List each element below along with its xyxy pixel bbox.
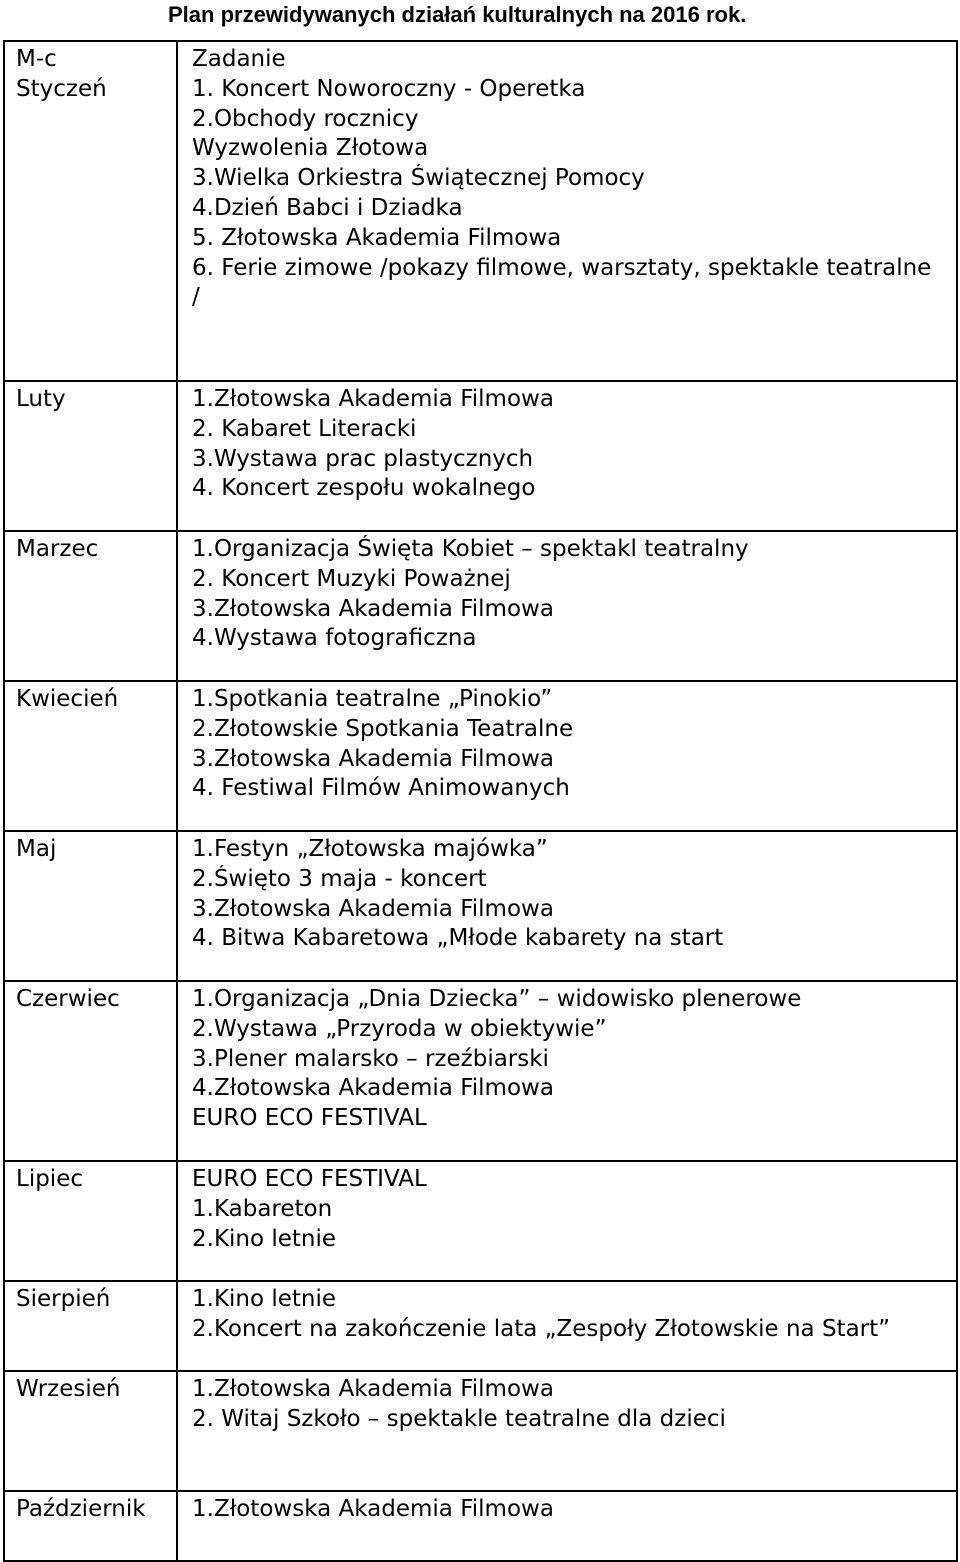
task-line: 3.Plener malarsko – rzeźbiarski: [192, 1045, 549, 1072]
task-line: 1.Złotowska Akademia Filmowa: [192, 1376, 554, 1402]
task-line: 3.Wielka Orkiestra Świątecznej Pomocy: [192, 165, 645, 192]
month-label: Czerwiec: [16, 986, 120, 1012]
task-line: 1.Spotkania teatralne „Pinokio”: [192, 686, 553, 712]
table-row: [4, 831, 957, 981]
month-label: Marzec: [16, 536, 99, 562]
task-line: 2.Złotowskie Spotkania Teatralne: [192, 715, 574, 742]
task-line: 2.Kino letnie: [192, 1225, 337, 1252]
month-cell: [4, 1281, 177, 1371]
task-line: EURO ECO FESTIVAL: [192, 1105, 427, 1132]
tasks-cell: [177, 681, 957, 831]
tasks-cell: [177, 1371, 957, 1491]
task-line: 1.Organizacja Święta Kobiet – spektakl teatralny: [192, 536, 749, 562]
month-cell: [4, 981, 177, 1161]
table-row: [4, 531, 957, 681]
table-row: [4, 681, 957, 831]
task-line: 3.Wystawa prac plastycznych: [192, 445, 534, 472]
task-column-header-label: Zadanie: [192, 46, 286, 72]
tasks-cell: [177, 981, 957, 1161]
page-title: Plan przewidywanych działań kulturalnych na 2016 rok.: [168, 2, 747, 27]
task-line: 1.Złotowska Akademia Filmowa: [192, 1496, 554, 1522]
task-line: 2.Koncert na zakończenie lata „Zespoły Złotowskie na Start”: [192, 1315, 891, 1342]
task-line: 4.Dzień Babci i Dziadka: [192, 194, 463, 221]
month-column-header-label: M-c: [16, 46, 57, 72]
month-label: Luty: [16, 386, 66, 412]
task-line: 1.Kabareton: [192, 1195, 333, 1222]
table-row: [4, 1161, 957, 1281]
task-line: 2.Święto 3 maja - koncert: [192, 865, 487, 892]
table-row: [4, 1371, 957, 1491]
task-line: 2.Wystawa „Przyroda w obiektywie”: [192, 1015, 607, 1042]
plan-table: [3, 40, 958, 1562]
month-cell: [4, 381, 177, 531]
month-cell: [4, 1161, 177, 1281]
month-cell: [4, 531, 177, 681]
task-line: 4. Bitwa Kabaretowa „Młode kabarety na start: [192, 925, 724, 952]
task-line: 4.Wystawa fotograficzna: [192, 625, 477, 652]
month-cell: [4, 681, 177, 831]
month-label: Wrzesień: [16, 1376, 121, 1402]
task-line: EURO ECO FESTIVAL: [192, 1166, 427, 1192]
month-label: Październik: [16, 1496, 146, 1522]
task-line: 1.Festyn „Złotowska majówka”: [192, 836, 548, 862]
task-line: Wyzwolenia Złotowa: [192, 135, 429, 162]
tasks-cell: [177, 381, 957, 531]
task-line: 1.Złotowska Akademia Filmowa: [192, 386, 554, 412]
task-line: 4. Festiwal Filmów Animowanych: [192, 775, 570, 802]
task-line: 2. Kabaret Literacki: [192, 415, 417, 442]
tasks-cell: [177, 1281, 957, 1371]
tasks-cell: [177, 1491, 957, 1561]
task-line: 3.Złotowska Akademia Filmowa: [192, 895, 554, 922]
task-line: 4.Złotowska Akademia Filmowa: [192, 1075, 554, 1102]
month-label: Sierpień: [16, 1286, 111, 1312]
task-line: /: [192, 284, 200, 311]
task-column-header: [177, 41, 957, 381]
task-line: 6. Ferie zimowe /pokazy filmowe, warsztaty, spektakle teatralne: [192, 254, 932, 281]
tasks-cell: [177, 531, 957, 681]
header-row: [4, 41, 957, 381]
task-line: 1. Koncert Noworoczny - Operetka: [192, 75, 586, 102]
month-cell: [4, 1491, 177, 1561]
table-row: [4, 1491, 957, 1561]
task-line: 2.Obchody rocznicy: [192, 105, 419, 132]
month-cell: [4, 831, 177, 981]
task-line: 3.Złotowska Akademia Filmowa: [192, 745, 554, 772]
month-label: Maj: [16, 836, 57, 862]
month-label: Styczeń: [16, 75, 107, 102]
task-line: 4. Koncert zespołu wokalnego: [192, 475, 536, 502]
task-line: 5. Złotowska Akademia Filmowa: [192, 224, 562, 251]
month-column-header: [4, 41, 177, 381]
month-cell: [4, 1371, 177, 1491]
table-row: [4, 381, 957, 531]
month-label: Lipiec: [16, 1166, 83, 1192]
tasks-cell: [177, 1161, 957, 1281]
task-line: 1.Kino letnie: [192, 1286, 337, 1312]
table-row: [4, 981, 957, 1161]
task-line: 1.Organizacja „Dnia Dziecka” – widowisko plenerowe: [192, 986, 802, 1012]
task-line: 2. Witaj Szkoło – spektakle teatralne dla dzieci: [192, 1405, 726, 1432]
task-line: 2. Koncert Muzyki Poważnej: [192, 565, 511, 592]
task-line: 3.Złotowska Akademia Filmowa: [192, 595, 554, 622]
table-row: [4, 1281, 957, 1371]
tasks-cell: [177, 831, 957, 981]
month-label: Kwiecień: [16, 686, 119, 712]
